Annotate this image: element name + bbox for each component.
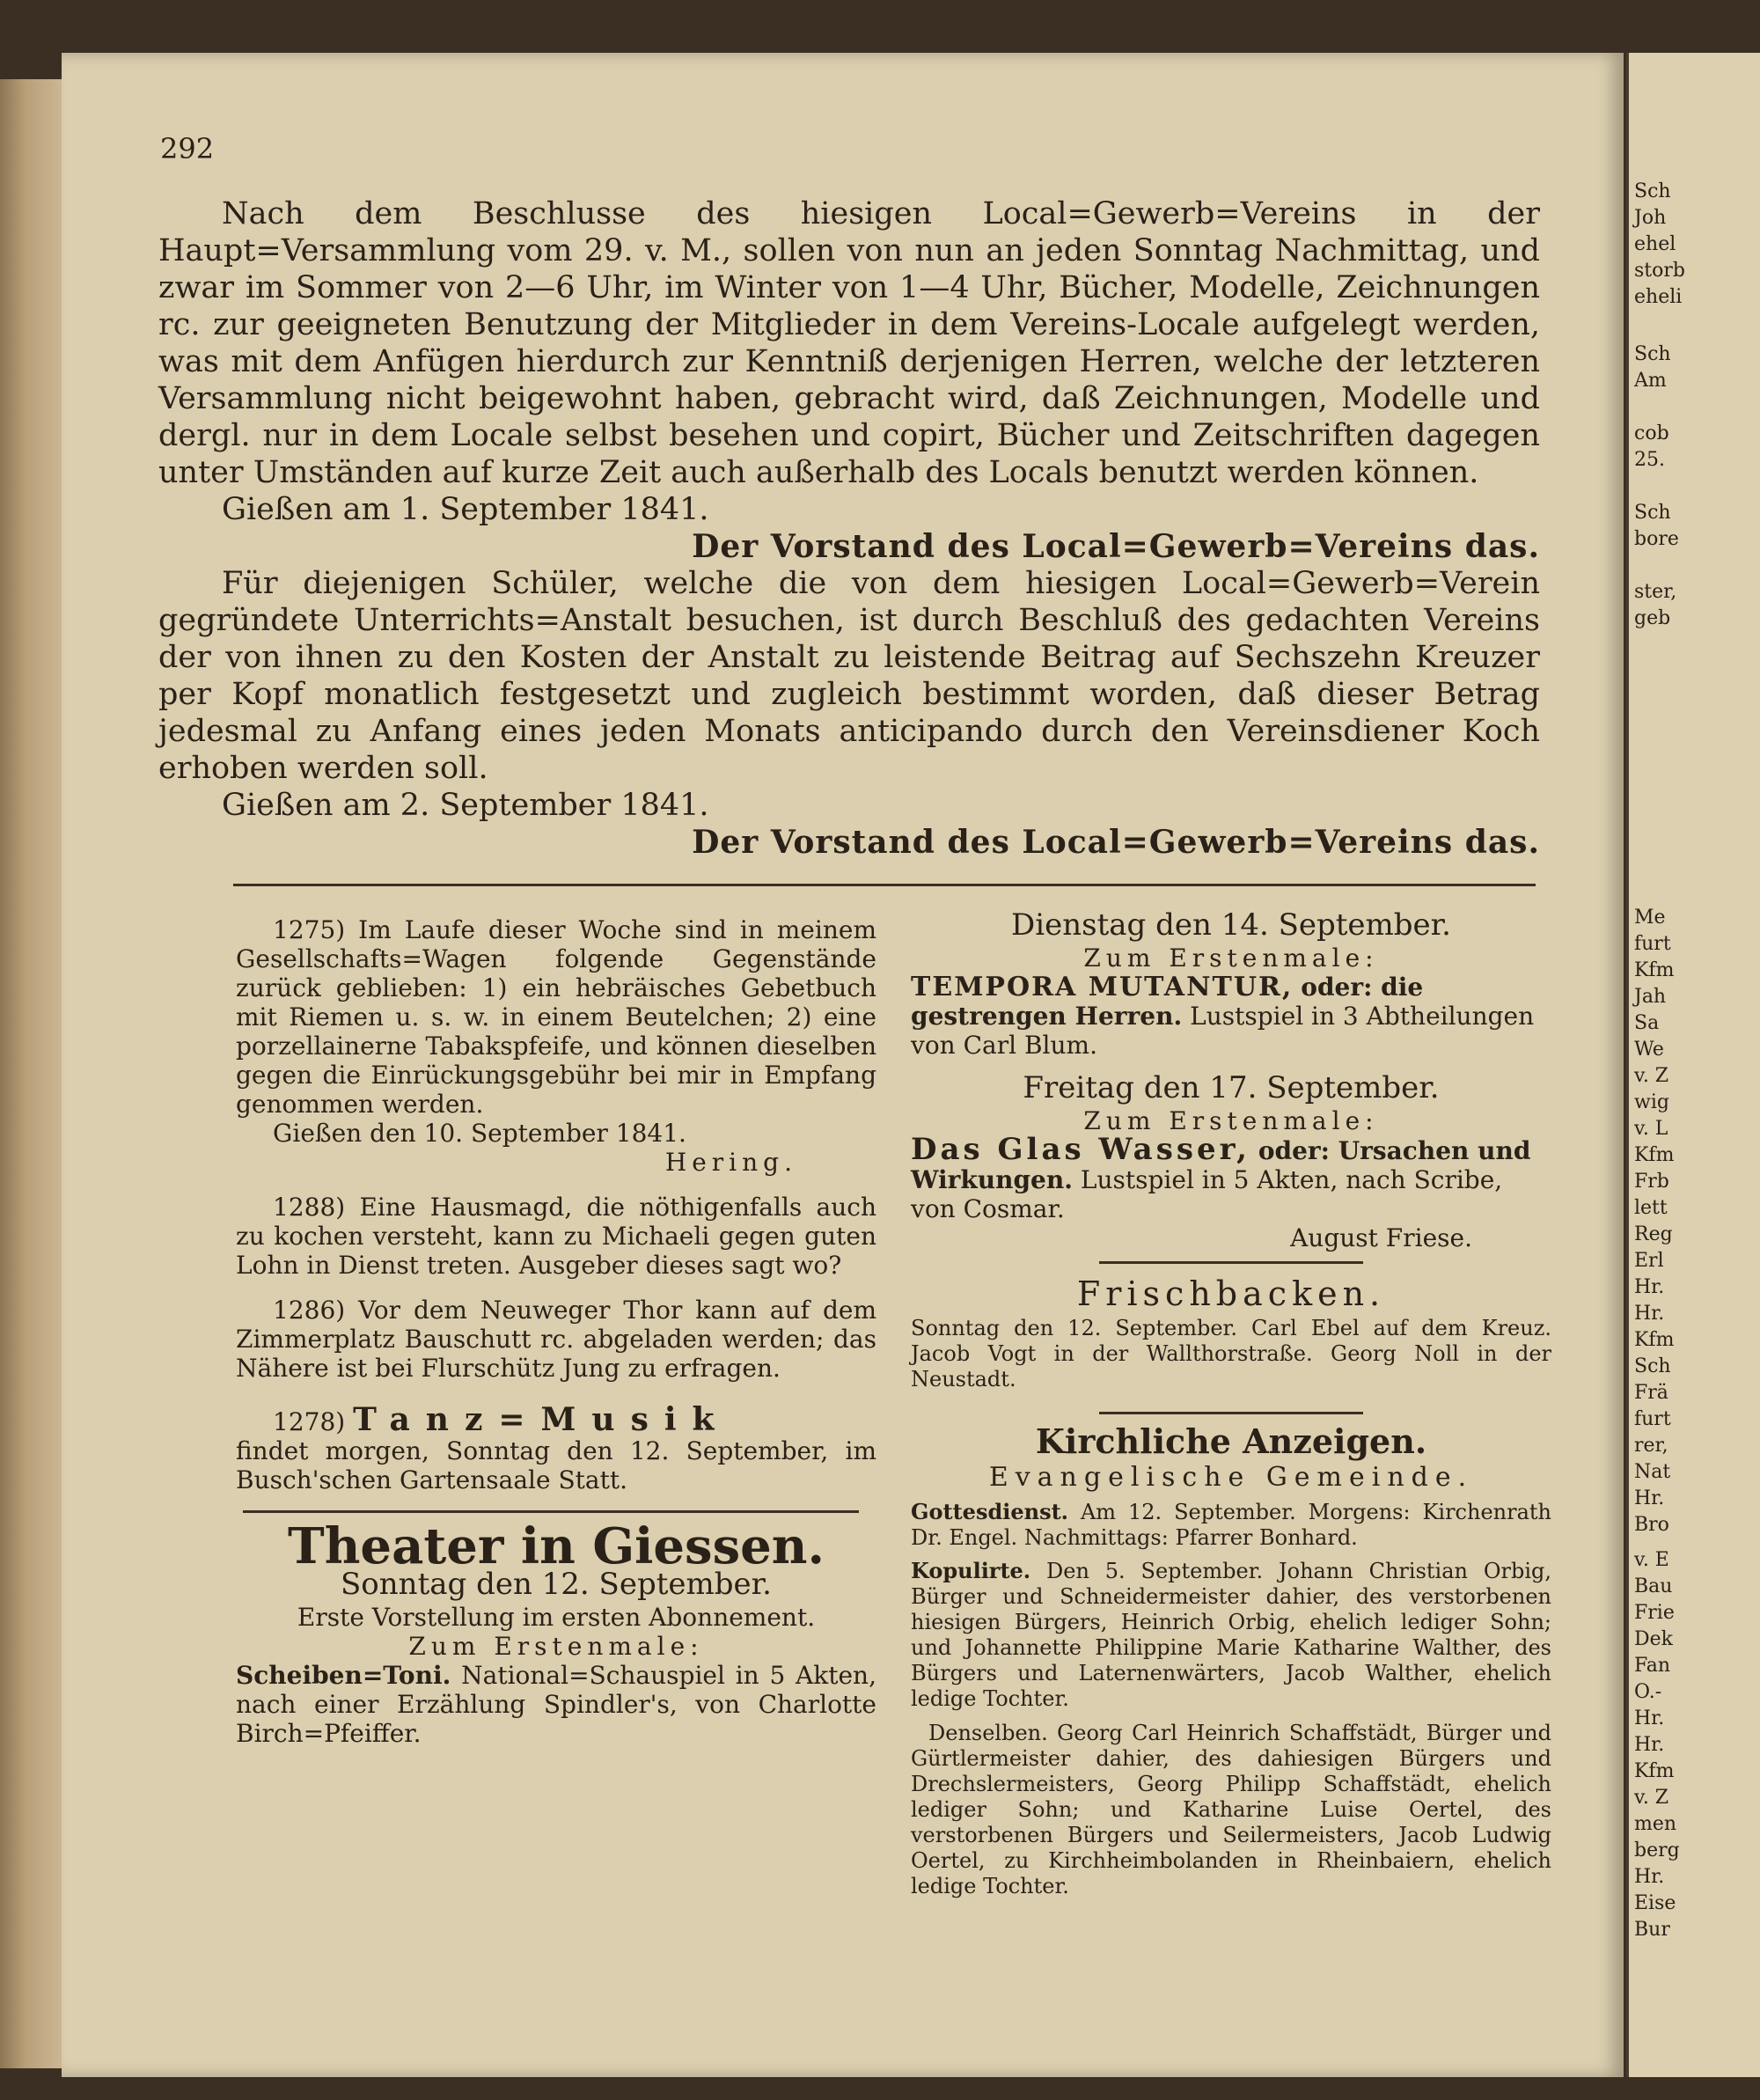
ad-1278-text: findet morgen, Sonntag den 12. September, im Busch'schen Gartensaale Statt.	[236, 1436, 876, 1494]
adjacent-page-fragment: wig	[1634, 1091, 1669, 1113]
theater-play-title: Scheiben=Toni.	[236, 1661, 451, 1690]
friday-play-title: Das Glas Wasser,	[911, 1132, 1250, 1167]
adjacent-page-fragment: Reg	[1634, 1223, 1673, 1245]
adjacent-page-fragment: ster,	[1634, 581, 1677, 603]
friday-date: Freitag den 17. September.	[1023, 1070, 1440, 1105]
adjacent-page-fragment: Am	[1634, 370, 1667, 392]
adjacent-page-fragment: Nat	[1634, 1461, 1671, 1483]
adjacent-page-fragment: Bro	[1634, 1514, 1669, 1536]
ad-1286	[236, 1296, 876, 1383]
ad-1286-text: 1286) Vor dem Neuweger Thor kann auf dem Zimmerplatz Bauschutt rc. abgeladen werden; das Nähere ist bei Flurschütz Jung zu erfragen.	[236, 1296, 876, 1383]
adjacent-page-fragment: Erl	[1634, 1250, 1664, 1272]
kirchliche-rule	[1099, 1412, 1363, 1414]
adjacent-page-fragment: furt	[1634, 933, 1671, 955]
adjacent-page-fragment: Sch	[1634, 180, 1671, 202]
friday-play-desc: Lustspiel in 5 Akten, nach Scribe, von Cosmar.	[911, 1165, 1503, 1223]
theater-subscription: Erste Vorstellung im ersten Abonnement.	[297, 1603, 816, 1632]
adjacent-page-fragment: men	[1634, 1813, 1677, 1835]
frischbacken-heading: Frischbacken.	[1076, 1274, 1386, 1313]
theater-first-time: Zum Erstenmale:	[408, 1632, 704, 1661]
adjacent-page-fragment: cob	[1634, 422, 1669, 444]
ad-1278	[236, 1401, 876, 1494]
page-number: 292	[160, 132, 215, 165]
ad-1275	[236, 915, 876, 1177]
adjacent-page-fragment: 25.	[1634, 449, 1665, 471]
section-divider	[233, 884, 1536, 886]
notice2-body: Für diejenigen Schüler, welche die von dem hiesigen Local=Gewerb=Verein gegründete Unterrichts=Anstalt besuchen, ist durch Beschluß des gedachten Vereins der von ihnen zu den Kosten der Anstalt zu leistende Beitrag auf Sechszehn Kreuzer per Kopf monatlich festgesetzt und zugleich bestimmt worden, daß dieser Betrag jedesmal zu Anfang eines jeden Monats anticipando durch den Vereinsdiener Koch erhoben werden soll.	[158, 566, 1540, 786]
right-column	[911, 907, 1552, 1899]
adjacent-page-fragment: storb	[1634, 260, 1685, 282]
adjacent-page-fragment: v. L	[1634, 1118, 1668, 1140]
left-column	[236, 915, 876, 1748]
kopulirte-label: Kopulirte.	[911, 1558, 1031, 1583]
adjacent-page-fragment: Me	[1634, 907, 1666, 929]
theater-play-desc: National=Schauspiel in 5 Akten, nach einer Erzählung Spindler's, von Charlotte Birch=Pfeiffer.	[236, 1661, 876, 1748]
adjacent-page-fragment: Bau	[1634, 1575, 1673, 1597]
ad-1275-place-date: Gießen den 10. September 1841.	[273, 1119, 686, 1148]
adjacent-page-fragment: berg	[1634, 1839, 1680, 1861]
adjacent-page-fragment: Sch	[1634, 343, 1671, 365]
adjacent-page-fragment: furt	[1634, 1408, 1671, 1430]
adjacent-page-fragment: v. Z	[1634, 1787, 1669, 1809]
adjacent-page-fragment: Sa	[1634, 1012, 1660, 1034]
adjacent-page-fragment: Hr.	[1634, 1276, 1665, 1298]
adjacent-page-fragment: Hr.	[1634, 1866, 1665, 1888]
adjacent-page-fragment: v. Z	[1634, 1065, 1669, 1087]
adjacent-page-fragment: Kfm	[1634, 1144, 1675, 1166]
notice1-signature: Der Vorstand des Local=Gewerb=Vereins das.	[692, 528, 1540, 565]
adjacent-page-fragment: Frb	[1634, 1171, 1669, 1193]
adjacent-page-fragment: Sch	[1634, 502, 1671, 524]
adjacent-page-fragment: rer,	[1634, 1435, 1668, 1457]
adjacent-page-fragment: Frie	[1634, 1602, 1675, 1624]
ad-1278-title: Tanz=Musik	[353, 1401, 730, 1438]
adjacent-page-fragment: Hr.	[1634, 1487, 1665, 1509]
gottesdienst-label: Gottesdienst.	[911, 1499, 1069, 1524]
adjacent-page-fragment: We	[1634, 1039, 1664, 1061]
ad-1278-number: 1278)	[273, 1407, 346, 1436]
gottesdienst-text: Am 12. September. Morgens: Kirchenrath Dr. Engel. Nachmittags: Pfarrer Bonhard.	[911, 1500, 1552, 1550]
kirchliche-heading: Kirchliche Anzeigen.	[1035, 1421, 1427, 1461]
adjacent-page-fragment: Kfm	[1634, 959, 1675, 981]
friday-play-rest: oder: Ursachen und Wirkungen.	[911, 1136, 1531, 1194]
theater-date: Sonntag den 12. September.	[341, 1567, 772, 1602]
ad-1288-text: 1288) Eine Hausmagd, die nöthigenfalls auch zu kochen versteht, kann zu Michaeli gegen guten Lohn in Dienst treten. Ausgeber dieses sagt wo?	[236, 1193, 876, 1280]
adjacent-page-fragment: Hr.	[1634, 1303, 1665, 1325]
adjacent-page-fragment: Sch	[1634, 1355, 1671, 1377]
adjacent-page-fragment: Fan	[1634, 1655, 1671, 1677]
adjacent-page-fragment: O.-	[1634, 1681, 1662, 1703]
theater-section	[236, 1517, 876, 1748]
tuesday-date: Dienstag den 14. September.	[1011, 907, 1451, 943]
adjacent-page	[1626, 53, 1760, 2077]
adjacent-page-fragment: lett	[1634, 1197, 1668, 1219]
friday-signature: August Friese.	[1290, 1223, 1472, 1252]
notice1-body: Nach dem Beschlusse des hiesigen Local=Gewerb=Vereins in der Haupt=Versammlung vom 29. v. M., sollen von nun an jeden Sonntag Nachmittag, und zwar im Sommer von 2—6 Uhr, im Winter von 1—4 Uhr, Bücher, Modelle, Zeichnungen rc. zur geeigneten Benutzung der Mitglieder in dem Vereins-Locale aufgelegt werden, was mit dem Anfügen hierdurch zur Kenntniß derjenigen Herren, welche der letzteren Versammlung nicht beigewohnt haben, gebracht wird, daß Zeichnungen, Modelle und dergl. nur in dem Locale selbst besehen und copirt, Bücher und Zeitschriften dagegen unter Umständen auf kurze Zeit auch außerhalb des Locals benutzt werden können.	[158, 196, 1540, 490]
notice2-signature: Der Vorstand des Local=Gewerb=Vereins das.	[692, 824, 1540, 861]
adjacent-page-fragment: ehel	[1634, 233, 1676, 255]
adjacent-page-fragment: eheli	[1634, 286, 1683, 308]
frischbacken-text: Sonntag den 12. September. Carl Ebel auf dem Kreuz. Jacob Vogt in der Wallthorstraße. Georg Noll in der Neustadt.	[911, 1316, 1551, 1391]
notice2-place-date: Gießen am 2. September 1841.	[222, 788, 709, 823]
adjacent-page-fragment: Bur	[1634, 1919, 1670, 1941]
friday-first-time: Zum Erstenmale:	[1083, 1106, 1379, 1135]
adjacent-page-fragment: bore	[1634, 528, 1679, 550]
tuesday-play-title: TEMPORA MUTANTUR,	[911, 972, 1294, 1002]
frischbacken-rule	[1099, 1261, 1363, 1264]
theater-rule	[243, 1510, 859, 1513]
announcements-top	[158, 195, 1540, 861]
adjacent-page-fragment: Kfm	[1634, 1329, 1675, 1351]
book-spine	[0, 79, 63, 2068]
ad-1275-signature: Hering.	[664, 1148, 797, 1177]
adjacent-page-fragment: Jah	[1634, 986, 1667, 1008]
adjacent-page-fragment: Frä	[1634, 1382, 1668, 1404]
adjacent-page-fragment: Joh	[1634, 207, 1667, 229]
adjacent-page-fragment: geb	[1634, 607, 1671, 629]
denselben-text: Denselben. Georg Carl Heinrich Schaffstädt, Bürger und Gürtlermeister dahier, des dahiesigen Bürgers und Drechslermeisters, Georg Philipp Schaffstädt, ehelich lediger Sohn; und Katharine Luise Oertel, des verstorbenen Bürgers und Seilermeisters, Jacob Ludwig Oertel, zu Kirchheimbolanden in Rheinbaiern, ehelich ledige Tochter.	[911, 1721, 1551, 1898]
kirchliche-subheading: Evangelische Gemeinde.	[988, 1462, 1474, 1493]
kopulirte-text: Den 5. September. Johann Christian Orbig, Bürger und Schneidermeister dahier, des verstorbenen hiesigen Bürgers, Heinrich Orbig, ehelich lediger Sohn; und Johannette Philippine Marie Katharine Walther, des Bürgers und Laternenwärters, Jacob Walther, ehelich ledige Tochter.	[911, 1559, 1552, 1711]
ad-1275-text: 1275) Im Laufe dieser Woche sind in meinem Gesellschafts=Wagen folgende Gegenstände zurück geblieben: 1) ein hebräisches Gebetbuch mit Riemen u. s. w. in einem Beutelchen; 2) eine porzellainerne Tabakspfeife, und können dieselben gegen die Einrückungsgebühr bei mir in Empfang genommen werden.	[236, 915, 876, 1119]
adjacent-page-fragment: v. E	[1634, 1549, 1669, 1571]
adjacent-page-fragment: Hr.	[1634, 1734, 1665, 1756]
tuesday-first-time: Zum Erstenmale:	[1083, 944, 1379, 973]
tuesday-play-rest: oder: die gestrengen Herren.	[911, 973, 1424, 1031]
theater-title: Theater in Giessen.	[288, 1517, 825, 1575]
adjacent-page-fragment: Kfm	[1634, 1760, 1675, 1782]
tuesday-play-desc: Lustspiel in 3 Abtheilungen von Carl Blum.	[911, 1002, 1535, 1060]
adjacent-page-fragment: Eise	[1634, 1892, 1676, 1914]
notice1-place-date: Gießen am 1. September 1841.	[222, 492, 709, 527]
adjacent-page-fragment: Hr.	[1634, 1707, 1665, 1729]
ad-1288	[236, 1193, 876, 1280]
adjacent-page-fragment: Dek	[1634, 1628, 1673, 1650]
